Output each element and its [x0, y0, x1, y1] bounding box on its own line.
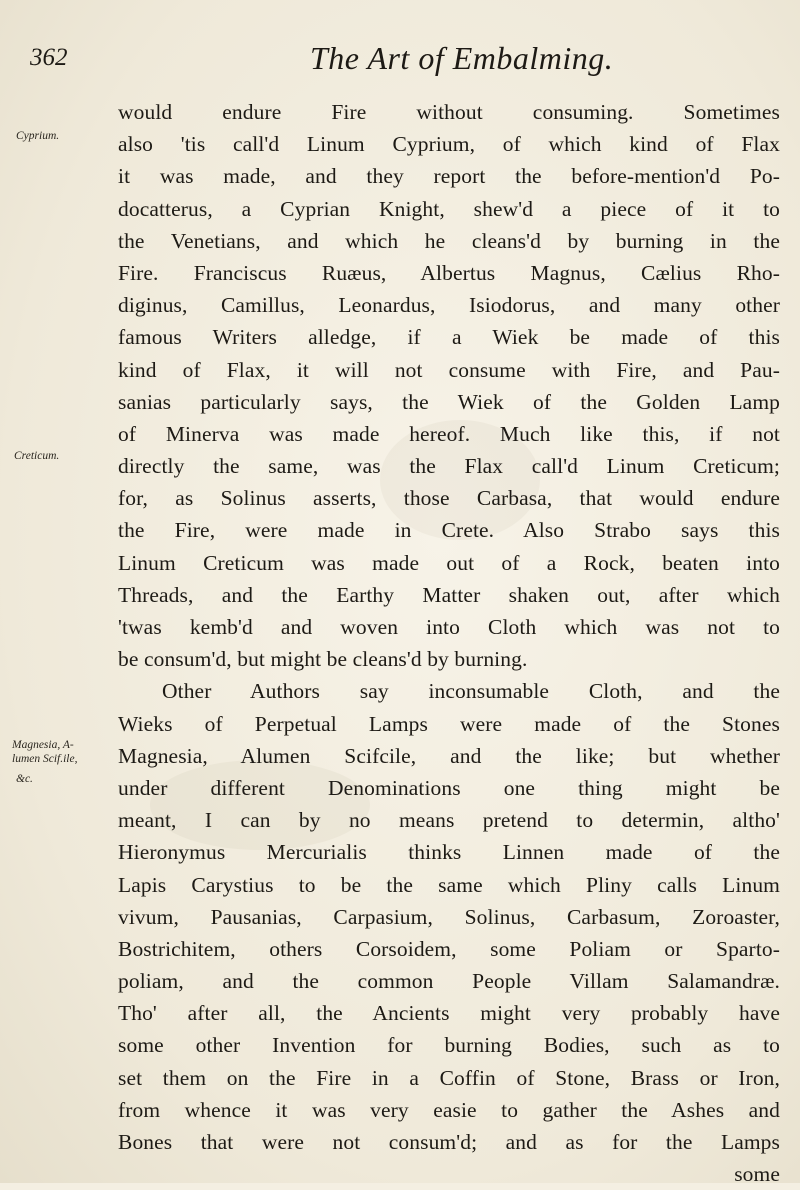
text-line: Wieks of Perpetual Lamps were made of the Stones: [118, 711, 780, 736]
text-line: 'twas kemb'd and woven into Cloth which was not to: [118, 615, 780, 639]
text-line: some other Invention for burning Bodies, such as to: [118, 1033, 780, 1058]
text-line: set them on the Fire in a Coffin of Stone, Brass or Iron,: [118, 1065, 780, 1090]
text-line: for, as Solinus asserts, those Carbasa, that would endure: [118, 486, 780, 511]
text-line: Other Authors say inconsumable Cloth, and the: [162, 679, 780, 704]
text-line: Bostrichitem, others Corsoidem, some Poliam or Sparto-: [118, 936, 780, 961]
text-line: the Fire, were made in Crete. Also Strabo says this: [118, 518, 780, 543]
text-line: it was made, and they report the before-mention'd Po-: [118, 164, 780, 189]
running-title: The Art of Embalming.: [310, 40, 614, 76]
margin-note-magnesia: Magnesia, A-: [12, 739, 74, 751]
text-line: Lapis Carystius to be the same which Pliny calls Linum: [118, 872, 780, 897]
page-header: [30, 40, 770, 80]
catchword: some: [734, 1162, 780, 1187]
margin-note-cyprium: Cyprium.: [16, 130, 60, 142]
margin-note-etc: &c.: [16, 773, 33, 785]
text-line: Tho' after all, the Ancients might very probably have: [118, 1001, 780, 1026]
page-number: 362: [30, 44, 68, 71]
text-line: Magnesia, Alumen Scifcile, and the like; but whether: [118, 743, 780, 768]
text-line: famous Writers alledge, if a Wiek be made of this: [118, 325, 780, 350]
text-line: directly the same, was the Flax call'd Linum Creticum;: [118, 454, 780, 479]
text-line: Fire. Franciscus Ruæus, Albertus Magnus, Cælius Rho-: [118, 260, 780, 285]
text-line: kind of Flax, it will not consume with Fire, and Pau-: [118, 357, 780, 382]
text-line: be consum'd, but might be cleans'd by burning.: [118, 647, 528, 672]
text-line: would endure Fire without consuming. Sometimes: [118, 100, 780, 124]
margin-note-creticum: Creticum.: [14, 450, 60, 462]
text-line: sanias particularly says, the Wiek of the Golden Lamp: [118, 389, 780, 414]
text-line: under different Denominations one thing might be: [118, 775, 780, 800]
text-line: the Venetians, and which he cleans'd by burning in the: [118, 228, 780, 253]
text-line: Linum Creticum was made out of a Rock, beaten into: [118, 550, 780, 575]
text-line: Bones that were not consum'd; and as for the Lamps: [118, 1130, 780, 1154]
text-line: of Minerva was made hereof. Much like this, if not: [118, 421, 780, 446]
text-line: diginus, Camillus, Leonardus, Isiodorus, and many other: [118, 293, 780, 318]
text-line: Hieronymus Mercurialis thinks Linnen made of the: [118, 840, 780, 865]
text-line: meant, I can by no means pretend to determin, altho': [118, 808, 780, 833]
margin-note-alumen: lumen Scif.ile,: [12, 753, 78, 765]
text-line: docatterus, a Cyprian Knight, shew'd a piece of it to: [118, 196, 780, 221]
text-line: also 'tis call'd Linum Cyprium, of which kind of Flax: [118, 132, 780, 157]
body-text: [118, 96, 780, 1190]
text-line: from whence it was very easie to gather the Ashes and: [118, 1097, 780, 1122]
text-line: Threads, and the Earthy Matter shaken out, after which: [118, 582, 780, 607]
text-line: vivum, Pausanias, Carpasium, Solinus, Carbasum, Zoroaster,: [118, 904, 780, 929]
text-line: poliam, and the common People Villam Salamandræ.: [118, 969, 780, 994]
